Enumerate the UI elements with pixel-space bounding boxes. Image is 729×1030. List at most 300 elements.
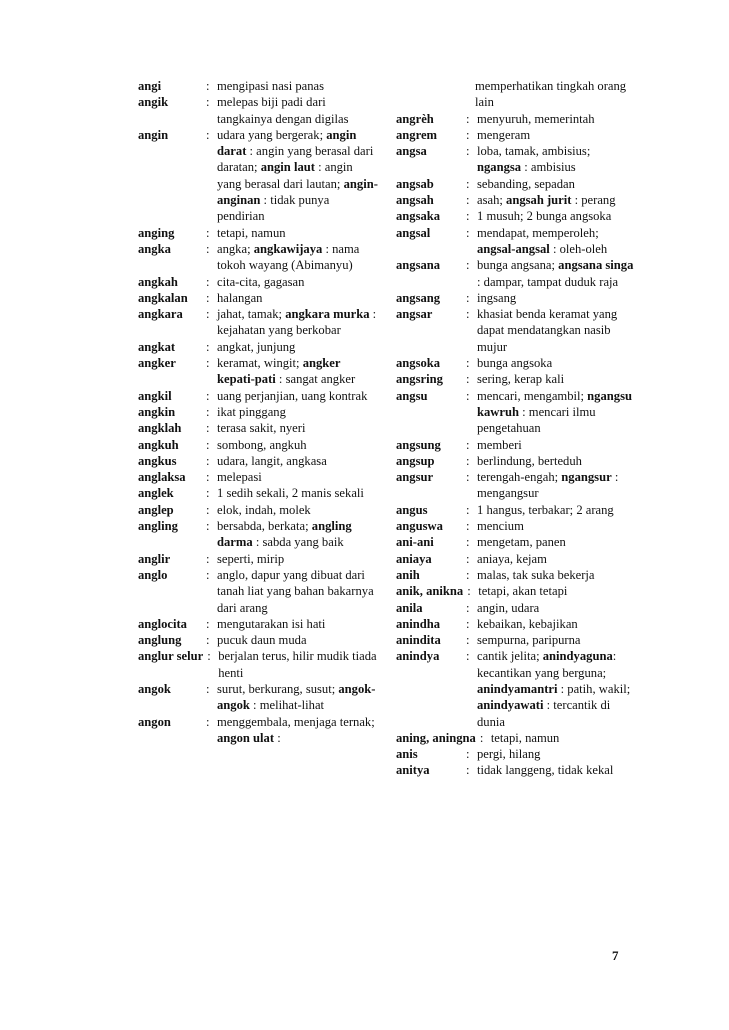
dictionary-entry [396, 225, 636, 258]
derived-term: ngangsu kawruh [477, 388, 632, 419]
dictionary-entry [138, 681, 380, 714]
definition-text: memberi [477, 437, 522, 452]
entry-definition [477, 469, 636, 502]
entry-headword: anglo [138, 567, 168, 582]
entry-colon: : [466, 453, 470, 468]
entry-headword: anindya [396, 649, 440, 664]
definition-text: : nama tokoh wayang (Abimanyu) [217, 241, 360, 273]
entry-headword: angka [138, 241, 171, 256]
left-column [138, 78, 380, 746]
derived-term: angin darat [217, 127, 357, 159]
entry-headword: aning, aningna [396, 730, 476, 745]
dictionary-entry [396, 600, 636, 616]
entry-colon: : [466, 567, 470, 582]
entry-definition [477, 502, 636, 518]
entry-definition [217, 551, 380, 567]
entry-colon: : [206, 274, 210, 289]
definition-text: terengah-engah; [477, 470, 562, 485]
entry-colon: : [206, 225, 210, 240]
definition-text: tetapi, namun [217, 225, 286, 240]
definition-text: jahat, tamak; [217, 307, 286, 322]
dictionary-entry [396, 518, 636, 534]
entry-definition [217, 616, 380, 632]
definition-text: udara yang bergerak; [217, 127, 327, 142]
entry-headword: angsung [396, 437, 441, 452]
derived-term: ngangsur [561, 470, 612, 485]
derived-term: angsal-angsal [477, 241, 550, 256]
dictionary-entry [138, 274, 380, 290]
entry-colon: : [206, 241, 210, 256]
entry-headword: angok [138, 681, 171, 696]
entry-headword: ani-ani [396, 535, 434, 550]
entry-colon: : [206, 437, 210, 452]
derived-term: angin laut [260, 160, 315, 175]
entry-colon: : [466, 209, 470, 224]
entry-headword: anglir [138, 551, 171, 566]
dictionary-entry [396, 502, 636, 518]
entry-headword: angsu [396, 388, 428, 403]
entry-definition [478, 583, 636, 599]
entry-definition [217, 681, 380, 714]
entry-definition [477, 648, 636, 729]
derived-term: angkara murka [285, 307, 370, 322]
definition-text: 1 musuh; 2 bunga angsoka [477, 209, 612, 224]
derived-term: angling darma [217, 519, 352, 550]
entry-headword: angon [138, 714, 171, 729]
entry-colon: : [206, 616, 210, 631]
entry-colon: : [466, 111, 470, 126]
definition-text: : mengangsur [477, 470, 619, 501]
definition-text: melepas biji padi dari tangkainya dengan digilas [217, 95, 349, 126]
entry-colon: : [466, 176, 470, 191]
entry-definition [477, 746, 636, 762]
dictionary-entry [138, 127, 380, 225]
definition-text: halangan [217, 290, 263, 305]
entry-colon: : [466, 372, 470, 387]
entry-colon: : [466, 470, 470, 485]
entry-definition [477, 176, 636, 192]
entry-colon: : [206, 404, 210, 419]
entry-definition [477, 437, 636, 453]
definition-text: malas, tak suka bekerja [477, 567, 595, 582]
definition-text: : melihat-lihat [249, 698, 325, 713]
entry-headword: angsab [396, 176, 434, 191]
entry-colon: : [206, 519, 210, 534]
definition-text: uang perjanjian, uang kontrak [217, 388, 368, 403]
derived-term: angsah jurit [506, 193, 572, 208]
entry-definition [217, 469, 380, 485]
entry-colon: : [466, 356, 470, 371]
entry-headword: angsar [396, 307, 433, 322]
entry-colon: : [466, 225, 470, 240]
entry-definition [477, 355, 636, 371]
definition-text: memperhatikan tingkah orang lain [475, 79, 627, 110]
definition-text: cantik jelita; [477, 649, 543, 664]
definition-text: elok, indah, molek [217, 502, 311, 517]
definition-text: : oleh-oleh [549, 241, 608, 256]
entry-colon: : [206, 633, 210, 648]
entry-definition [477, 111, 636, 127]
dictionary-entry [138, 388, 380, 404]
entry-headword: angkil [138, 388, 172, 403]
entry-headword: anila [396, 600, 423, 615]
entry-colon: : [206, 681, 210, 696]
entry-colon: : [206, 290, 210, 305]
definition-text: angin, udara [477, 600, 540, 615]
definition-text: seperti, mirip [217, 551, 285, 566]
entry-colon: : [466, 502, 470, 517]
entry-headword: angus [396, 502, 428, 517]
definition-text: pucuk daun muda [217, 633, 307, 648]
entry-definition [217, 437, 380, 453]
definition-text: keramat, wingit; [217, 356, 303, 371]
entry-definition [477, 453, 636, 469]
entry-headword: anglaksa [138, 470, 186, 485]
entry-headword: anindita [396, 633, 441, 648]
entry-headword: angsring [396, 372, 443, 387]
derived-term: angkawijaya [253, 241, 323, 256]
dictionary-entry [138, 485, 380, 501]
entry-headword: anik, aniknа [396, 584, 464, 599]
entry-headword: angkara [138, 307, 183, 322]
definition-text: : patih, wakil; [557, 681, 631, 696]
derived-term: angok-angok [217, 681, 376, 713]
derived-term: anindyawati [477, 698, 544, 713]
derived-term: angsana singa [558, 258, 634, 273]
entry-definition [217, 632, 380, 648]
entry-colon: : [479, 730, 484, 745]
derived-term: ngangsa [477, 160, 522, 175]
entry-colon: : [466, 388, 470, 403]
dictionary-entry [138, 306, 380, 339]
entry-headword: angin [138, 127, 169, 142]
entry-definition [217, 714, 380, 747]
entry-headword: anis [396, 747, 418, 762]
entry-definition [477, 290, 636, 306]
definition-text: angkat, junjung [217, 339, 296, 354]
dictionary-entry [138, 355, 380, 388]
entry-colon: : [466, 763, 470, 778]
entry-headword: angkus [138, 453, 177, 468]
entry-colon: : [206, 502, 210, 517]
entry-definition [477, 127, 636, 143]
dictionary-entry [396, 176, 636, 192]
entry-colon: : [206, 307, 210, 322]
entry-colon: : [206, 567, 210, 582]
entry-colon: : [206, 127, 210, 142]
entry-colon: : [206, 421, 210, 436]
entry-headword: angrem [396, 127, 438, 142]
entry-colon: : [467, 584, 471, 599]
dictionary-entry [138, 616, 380, 632]
entry-definition [477, 306, 636, 355]
derived-term: angker kepati-pati [217, 356, 341, 387]
definition-text: : sangat angker [275, 372, 356, 387]
entry-headword: angrèh [396, 111, 434, 126]
definition-text: anglo, dapur yang dibuat dari tanah liat yang bahan bakarnya dari arang [217, 567, 374, 615]
entry-definition [217, 502, 380, 518]
entry-definition [477, 534, 636, 550]
dictionary-entry [138, 339, 380, 355]
dictionary-entry [138, 437, 380, 453]
dictionary-entry [138, 241, 380, 274]
definition-text: pergi, hilang [477, 747, 541, 762]
right-column [396, 78, 636, 779]
definition-text: ingsang [477, 290, 517, 305]
derived-term: anindyaguna [542, 649, 613, 664]
dictionary-entry [396, 306, 636, 355]
definition-text: : angin yang berasal dari daratan; [217, 144, 374, 175]
derived-term: angin-anginan [217, 176, 378, 208]
dictionary-entry [138, 78, 380, 94]
page-number: 7 [612, 948, 619, 963]
definition-text: angka; [217, 241, 254, 256]
entry-definition [477, 371, 636, 387]
dictionary-entry [396, 127, 636, 143]
dictionary-entry [396, 78, 636, 111]
entry-colon: : [206, 453, 210, 468]
entry-colon: : [207, 649, 211, 664]
definition-text: : ambisius [521, 160, 576, 175]
entry-headword: anglep [138, 502, 174, 517]
dictionary-entry [138, 225, 380, 241]
entry-colon: : [206, 714, 210, 729]
entry-colon: : [206, 486, 210, 501]
entry-colon: : [466, 551, 470, 566]
entry-headword: angsaka [396, 209, 441, 224]
dictionary-entry [396, 437, 636, 453]
entry-headword: anitya [396, 763, 430, 778]
definition-text: : sabda yang baik [252, 535, 344, 550]
entry-definition [491, 730, 636, 746]
definition-text: : [274, 730, 281, 745]
definition-text: ikat pinggang [217, 404, 286, 419]
definition-text: tidak langgeng, tidak kekal [477, 763, 614, 778]
definition-text: : dampar, tampat duduk raja [477, 274, 619, 289]
entry-colon: : [466, 747, 470, 762]
derived-term: anindyamantri [477, 681, 558, 696]
dictionary-entry [138, 453, 380, 469]
entry-definition [217, 274, 380, 290]
entry-headword: angker [138, 356, 176, 371]
definition-text: tetapi, akan tetapi [478, 584, 568, 599]
definition-text: mendapat, memperoleh; [477, 225, 599, 240]
entry-definition [217, 290, 380, 306]
definition-text: mengutarakan isi hati [217, 616, 326, 631]
dictionary-entry [396, 355, 636, 371]
dictionary-entry [396, 648, 636, 729]
definition-text: melepasi [217, 470, 262, 485]
dictionary-entry [396, 583, 636, 599]
dictionary-entry [138, 502, 380, 518]
dictionary-entry [396, 257, 636, 290]
definition-text: terasa sakit, nyeri [217, 421, 306, 436]
entry-headword: angsal [396, 225, 431, 240]
entry-colon: : [466, 437, 470, 452]
dictionary-entry [396, 616, 636, 632]
entry-headword: angsana [396, 258, 441, 273]
dictionary-entry [138, 714, 380, 747]
entry-colon: : [466, 127, 470, 142]
entry-definition [477, 225, 636, 258]
entry-definition [477, 257, 636, 290]
entry-colon: : [466, 290, 470, 305]
definition-text: asah; [477, 193, 507, 208]
definition-text: mengeram [477, 127, 531, 142]
definition-text: cita-cita, gagasan [217, 274, 305, 289]
entry-definition [475, 79, 626, 109]
entry-definition [477, 616, 636, 632]
entry-colon: : [466, 649, 470, 664]
definition-text: kebaikan, kebajikan [477, 616, 578, 631]
definition-text: : kecantikan yang berguna; [477, 649, 617, 680]
dictionary-entry [396, 469, 636, 502]
entry-headword: angsoka [396, 356, 441, 371]
entry-colon: : [466, 600, 470, 615]
definition-text: bunga angsoka [477, 356, 553, 371]
entry-colon: : [206, 339, 210, 354]
derived-term: angon ulat [217, 730, 275, 745]
entry-definition [477, 518, 636, 534]
dictionary-entry [138, 94, 380, 127]
dictionary-entry [138, 469, 380, 485]
dictionary-entry [396, 632, 636, 648]
definition-text: aniaya, kejam [477, 551, 547, 566]
dictionary-entry [396, 111, 636, 127]
entry-headword: anging [138, 225, 175, 240]
definition-text: sebanding, sepadan [477, 176, 575, 191]
entry-headword: anih [396, 567, 420, 582]
definition-text: sempurna, paripurna [477, 633, 581, 648]
entry-definition [217, 420, 380, 436]
definition-text: 1 sedih sekali, 2 manis sekali [217, 486, 364, 501]
entry-colon: : [206, 356, 210, 371]
entry-colon: : [206, 551, 210, 566]
entry-definition [477, 600, 636, 616]
entry-headword: anglek [138, 486, 174, 501]
dictionary-entry [396, 730, 636, 746]
entry-definition [217, 127, 380, 225]
entry-definition [217, 567, 380, 616]
dictionary-entry [396, 290, 636, 306]
entry-colon: : [206, 79, 210, 93]
definition-text: udara, langit, angkasa [217, 453, 327, 468]
dictionary-entry [396, 208, 636, 224]
entry-colon: : [466, 144, 470, 159]
definition-text: : kejahatan yang berkobar [217, 307, 377, 338]
definition-text: sombong, angkuh [217, 437, 307, 452]
dictionary-entry [396, 453, 636, 469]
entry-headword: angkuh [138, 437, 179, 452]
entry-definition [477, 192, 636, 208]
entry-headword: aniaya [396, 551, 432, 566]
definition-text: loba, tamak, ambisius; [477, 144, 591, 159]
entry-definition [477, 567, 636, 583]
dictionary-entry [138, 551, 380, 567]
entry-definition [217, 518, 380, 551]
dictionary-entry [396, 762, 636, 778]
dictionary-entry [138, 632, 380, 648]
entry-definition [217, 485, 380, 501]
dictionary-entry [138, 567, 380, 616]
definition-text: mencium [477, 519, 524, 534]
definition-text: : angin yang berasal dari lautan; [217, 160, 353, 191]
entry-headword: angsup [396, 453, 435, 468]
entry-colon: : [466, 616, 470, 631]
entry-headword: angkalan [138, 290, 188, 305]
definition-text: berlindung, berteduh [477, 453, 582, 468]
entry-headword: anglur selur [138, 649, 204, 664]
entry-headword: angik [138, 95, 169, 110]
entry-headword: anglocita [138, 616, 187, 631]
entry-definition [217, 306, 380, 339]
entry-headword: angling [138, 519, 178, 534]
definition-text: mengetam, panen [477, 535, 566, 550]
definition-text: sering, kerap kali [477, 372, 565, 387]
entry-headword: angkin [138, 404, 176, 419]
entry-definition [477, 208, 636, 224]
entry-definition [477, 762, 636, 778]
entry-headword: angkah [138, 274, 178, 289]
entry-definition [477, 551, 636, 567]
definition-text: mengipasi nasi panas [217, 79, 325, 93]
entry-colon: : [206, 470, 210, 485]
definition-text: menyuruh, memerintah [477, 111, 595, 126]
entry-colon: : [206, 388, 210, 403]
dictionary-entry [138, 518, 380, 551]
definition-text: 1 hangus, terbakar; 2 arang [477, 502, 614, 517]
dictionary-entry [396, 567, 636, 583]
entry-definition [217, 355, 380, 388]
entry-definition [217, 78, 380, 94]
definition-text: : mencari ilmu pengetahuan [477, 404, 596, 436]
definition-text: tetapi, namun [490, 730, 560, 745]
dictionary-entry [396, 371, 636, 387]
definition-text: surut, berkurang, susut; [217, 681, 339, 696]
entry-definition [217, 453, 380, 469]
entry-definition [217, 339, 380, 355]
definition-text: : perang [571, 193, 616, 208]
dictionary-entry [138, 404, 380, 420]
dictionary-entry [138, 648, 380, 681]
dictionary-entry [138, 290, 380, 306]
entry-colon: : [466, 535, 470, 550]
entry-colon: : [466, 258, 470, 273]
entry-definition [477, 143, 636, 176]
dictionary-entry [396, 746, 636, 762]
entry-headword: angsah [396, 193, 434, 208]
entry-headword: angsang [396, 290, 441, 305]
entry-headword: anglung [138, 633, 182, 648]
entry-headword: angkat [138, 339, 176, 354]
entry-colon: : [206, 95, 210, 110]
dictionary-entry [396, 534, 636, 550]
entry-definition [477, 388, 636, 437]
dictionary-entry [396, 192, 636, 208]
entry-headword: angi [138, 79, 162, 93]
entry-colon: : [466, 193, 470, 208]
definition-text: bunga angsana; [477, 258, 559, 273]
entry-headword: anindha [396, 616, 441, 631]
definition-text: : tercantik di dunia [477, 698, 611, 729]
definition-text: bersabda, berkata; [217, 519, 312, 534]
definition-text: khasiat benda keramat yang dapat mendatangkan nasib mujur [477, 307, 618, 354]
dictionary-entry [396, 388, 636, 437]
entry-definition [217, 404, 380, 420]
definition-text: : tidak punya pendirian [217, 193, 330, 224]
entry-definition [217, 225, 380, 241]
definition-text: menggembala, menjaga ternak; [217, 714, 375, 729]
